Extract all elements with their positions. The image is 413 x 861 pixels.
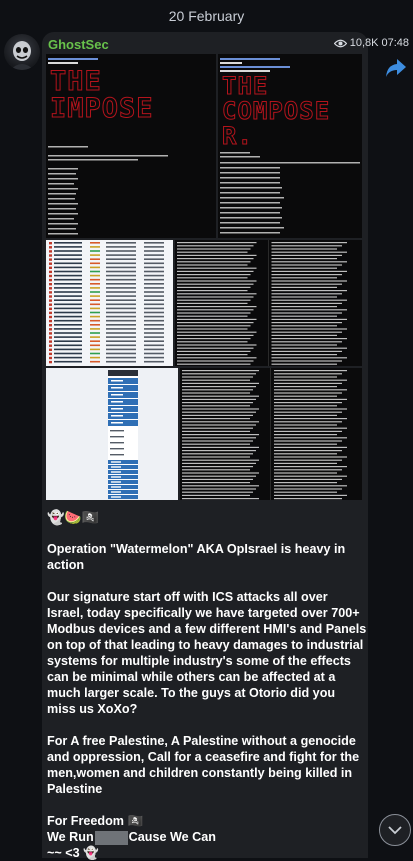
channel-avatar[interactable] <box>4 34 40 70</box>
scroll-down-button[interactable] <box>379 814 411 846</box>
chevron-down-icon <box>388 826 402 835</box>
attachment-image-hmi-menu[interactable] <box>46 368 178 500</box>
paragraph-operation: Operation "Watermelon" AKA OpIsrael is heavy in action <box>47 542 346 572</box>
closing-line-run-before: We Run <box>47 830 94 844</box>
closing-line-run-after: Cause We Can <box>128 830 216 844</box>
attachment-image-terminal-1[interactable] <box>46 54 216 238</box>
ascii-banner-text: THE COMPOSE R. <box>222 72 331 150</box>
view-count: 10,8K <box>349 37 379 49</box>
emoji-line: 👻🍉🏴‍☠️ <box>47 509 100 525</box>
closing-line-freedom: For Freedom 🏴‍☠️ <box>47 814 144 828</box>
date-separator: 20 February <box>168 8 245 24</box>
redacted-word <box>95 831 128 845</box>
paragraph-closing <box>47 813 367 861</box>
sender-name[interactable]: GhostSec <box>48 37 109 52</box>
message-time: 07:48 <box>381 37 409 49</box>
eye-icon <box>334 39 347 48</box>
attachment-image-terminal-log-2[interactable] <box>180 368 362 500</box>
paragraph-palestine: For A free Palestine, A Palestine without a genocide and oppression, Call for a ceasefire and fight for the men,women and children constantly being killed in Palestine <box>47 734 360 796</box>
message-text <box>47 541 367 861</box>
closing-line-love: ~~ <3 👻 <box>47 846 99 860</box>
paragraph-ics-attacks: Our signature start off with ICS attacks all over Israel, today specifically we have targeted over 700+ Modbus devices and a few different HMI's and Panels on top of that leading to heavy damages to industrial systems for multiple industry's some of the effects can be minimal while others can be affected at a much larger scale. To the guys at Otorio did you miss us XoXo? <box>47 590 367 716</box>
attachment-image-device-list[interactable] <box>46 240 173 366</box>
forward-share-icon[interactable] <box>385 58 407 78</box>
ascii-banner-text: THE IMPOSE <box>50 66 154 124</box>
attachment-image-terminal-2[interactable] <box>218 54 362 238</box>
message-meta <box>334 37 409 49</box>
attachment-image-terminal-log-1[interactable] <box>175 240 362 366</box>
